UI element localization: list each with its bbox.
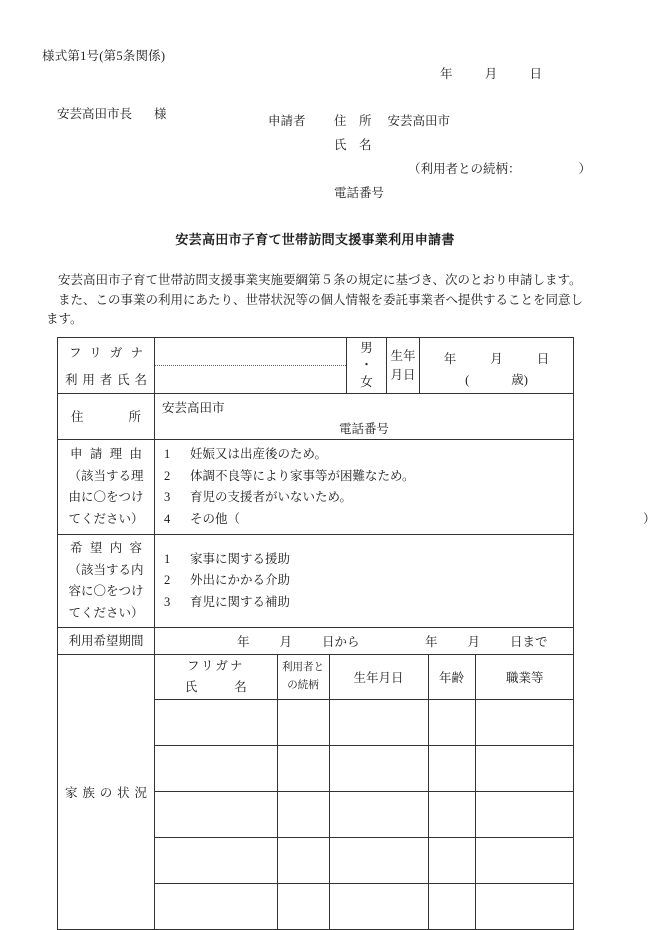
family-col-relation-header xyxy=(277,655,329,699)
period-from-month: 月 xyxy=(279,635,293,649)
wish-label-cell xyxy=(58,535,155,628)
wish-option-3-text: 育児に関する補助 xyxy=(190,594,291,609)
gender-choices[interactable] xyxy=(347,338,386,393)
dob-value-area[interactable] xyxy=(420,339,573,393)
family-col-name-header xyxy=(155,655,277,699)
gender-female[interactable]: 女 xyxy=(360,375,373,389)
family-col-furigana-label: フリガナ xyxy=(187,658,245,673)
family-cell-name[interactable] xyxy=(155,883,277,929)
reason-option-3-text: 育児の支援者がいないため。 xyxy=(190,490,353,504)
dob-label-cell xyxy=(387,338,420,394)
table-row-address xyxy=(58,394,574,440)
family-cell-age[interactable] xyxy=(428,883,475,929)
period-to xyxy=(425,632,548,650)
family-cell-relation[interactable] xyxy=(277,791,329,837)
relation-open-text: （利用者との続柄： xyxy=(408,162,521,176)
family-col-relation-line-1: 利用者と xyxy=(282,661,324,673)
family-cell-name[interactable] xyxy=(155,699,277,745)
wish-option-2[interactable] xyxy=(155,570,573,592)
reason-label-line-2: （該当する理 xyxy=(68,468,144,483)
family-table-row[interactable] xyxy=(155,745,574,791)
family-cell-dob[interactable] xyxy=(329,791,428,837)
family-subtable-cell xyxy=(155,655,574,930)
address-phone-label: 電話番号 xyxy=(339,422,390,436)
wish-option-2-text: 外出にかかる介助 xyxy=(190,573,291,588)
age-unit-label: 歳) xyxy=(511,372,528,387)
applicant-relation-note xyxy=(408,159,591,177)
table-row-period xyxy=(58,628,574,655)
document-title: 安芸高田市子育て世帯訪問支援事業利用申請書 xyxy=(175,232,455,247)
dob-label-line-2: 月日 xyxy=(390,367,416,382)
address-value-area[interactable] xyxy=(155,394,573,439)
family-cell-age[interactable] xyxy=(428,791,475,837)
user-name-label-row xyxy=(58,366,154,393)
dob-label-line-1: 生年 xyxy=(390,348,416,363)
applicant-address-field xyxy=(334,111,450,129)
period-to-year: 年 xyxy=(425,635,438,649)
name-input-area[interactable] xyxy=(155,339,346,393)
name-label-stack xyxy=(58,339,154,393)
dob-year-label: 年 xyxy=(443,351,457,366)
family-cell-occupation[interactable] xyxy=(475,791,574,837)
name-label-cell xyxy=(58,338,155,394)
gender-cell[interactable] xyxy=(347,338,387,394)
applicant-name-label: 氏 名 xyxy=(334,138,372,152)
dob-value-cell[interactable] xyxy=(420,338,574,394)
family-col-relation-line-2: の続柄 xyxy=(287,679,319,691)
name-input-cell[interactable] xyxy=(155,338,347,394)
period-from-day: 日から xyxy=(322,635,360,649)
reason-label-line-1: 申請理由 xyxy=(70,447,142,461)
family-table-row[interactable] xyxy=(155,883,574,929)
family-col-occupation-header: 職業等 xyxy=(475,655,574,699)
reason-label-stack xyxy=(58,441,154,533)
furigana-label-row xyxy=(58,339,154,365)
family-cell-dob[interactable] xyxy=(329,883,428,929)
table-row-name xyxy=(58,338,574,394)
family-cell-dob[interactable] xyxy=(329,745,428,791)
reason-label-cell xyxy=(58,440,155,535)
family-col-name-label: 氏名 xyxy=(184,679,247,694)
wish-option-1-text: 家事に関する援助 xyxy=(190,551,291,566)
gender-male[interactable]: 男 xyxy=(360,341,373,355)
reason-option-4-number: 4 xyxy=(164,511,171,526)
reason-option-4-close-paren: ） xyxy=(643,511,656,526)
intro-line-3: ます。 xyxy=(46,312,83,326)
family-cell-occupation[interactable] xyxy=(475,745,574,791)
family-cell-relation[interactable] xyxy=(277,745,329,791)
date-line xyxy=(440,64,542,82)
dob-ymd-line xyxy=(420,349,573,367)
wish-option-3[interactable] xyxy=(155,592,573,614)
dob-age-line xyxy=(420,370,573,388)
family-cell-relation[interactable] xyxy=(277,699,329,745)
family-table-row[interactable] xyxy=(155,699,574,745)
wish-option-2-number: 2 xyxy=(164,573,171,588)
family-table-row[interactable] xyxy=(155,791,574,837)
reason-option-3-number: 3 xyxy=(164,490,171,504)
family-table xyxy=(155,655,574,929)
applicant-address-value: 安芸高田市 xyxy=(387,114,451,128)
wish-label-line-1: 希望内容 xyxy=(70,541,142,555)
address-label-cell xyxy=(58,394,155,440)
period-to-day: 日まで xyxy=(510,635,548,649)
furigana-dotted-separator xyxy=(155,365,346,366)
reason-option-1-text: 妊娠又は出産後のため。 xyxy=(190,447,328,461)
table-row-family xyxy=(58,655,574,930)
reason-option-1[interactable] xyxy=(155,444,573,466)
date-month-label: 月 xyxy=(484,67,498,81)
family-col-age-header: 年齢 xyxy=(428,655,475,699)
family-cell-occupation[interactable] xyxy=(475,699,574,745)
intro-paragraph xyxy=(46,271,586,330)
wish-option-1-number: 1 xyxy=(164,551,171,566)
family-cell-age[interactable] xyxy=(428,745,475,791)
reason-option-4-text: その他（ xyxy=(190,511,241,526)
period-value-cell[interactable] xyxy=(155,628,574,655)
wish-option-list xyxy=(155,545,573,618)
period-label-wrap xyxy=(58,628,154,654)
application-table xyxy=(57,337,656,930)
family-cell-relation[interactable] xyxy=(277,837,329,883)
addressee-honorific: 様 xyxy=(154,107,167,121)
address-label: 住所 xyxy=(71,409,141,424)
address-label-wrap xyxy=(58,404,154,430)
family-col-dob-header: 生年月日 xyxy=(329,655,428,699)
wish-label-line-4: てください） xyxy=(68,605,144,620)
period-value-area[interactable] xyxy=(155,628,573,654)
applicant-label: 申請者 xyxy=(268,114,306,128)
wish-option-3-number: 3 xyxy=(164,594,171,609)
family-cell-occupation[interactable] xyxy=(475,883,574,929)
reason-label-line-3: 由に〇をつけ xyxy=(68,490,144,504)
dob-label xyxy=(387,345,419,387)
family-label: 家族の状況 xyxy=(65,786,147,800)
intro-line-2: また、この事業の利用にあたり、世帯状況等の個人情報を委託事業者へ提供することを同意し xyxy=(58,292,584,307)
addressee-name: 安芸高田市長 xyxy=(57,107,133,121)
address-prefilled-city: 安芸高田市 xyxy=(162,401,225,415)
dob-day-label: 日 xyxy=(536,351,550,366)
reason-option-list xyxy=(155,440,656,534)
gender-separator-dot: ・ xyxy=(360,358,373,372)
wish-option-1[interactable] xyxy=(155,549,573,571)
reason-option-3[interactable] xyxy=(155,487,573,509)
reason-option-2-number: 2 xyxy=(164,468,171,483)
family-cell-name[interactable] xyxy=(155,837,277,883)
reason-option-1-number: 1 xyxy=(164,447,171,461)
intro-line-1: 安芸高田市子育て世帯訪問支援事業実施要綱第５条の規定に基づき、次のとおり申請します。 xyxy=(58,273,582,287)
reason-options-cell[interactable] xyxy=(155,440,656,535)
period-from xyxy=(237,632,360,650)
family-label-cell xyxy=(58,655,155,930)
table-row-reason xyxy=(58,440,574,535)
family-cell-dob[interactable] xyxy=(329,837,428,883)
applicant-phone-label: 電話番号 xyxy=(334,186,385,200)
reason-option-2[interactable] xyxy=(155,466,573,488)
wish-label-line-2: （該当する内 xyxy=(68,562,144,577)
user-name-label: 利用者氏名 xyxy=(65,373,147,387)
family-cell-occupation[interactable] xyxy=(475,837,574,883)
family-cell-age[interactable] xyxy=(428,837,475,883)
period-label-cell xyxy=(58,628,155,655)
family-cell-name[interactable] xyxy=(155,791,277,837)
age-paren-open: ( xyxy=(465,372,470,387)
date-year-label: 年 xyxy=(440,67,453,81)
date-day-label: 日 xyxy=(529,67,543,81)
address-value-cell[interactable] xyxy=(155,394,574,440)
reason-option-2-text: 体調不良等により家事等が困難なため。 xyxy=(190,468,415,483)
family-cell-name[interactable] xyxy=(155,745,277,791)
family-header-row xyxy=(155,655,574,699)
furigana-label: フリガナ xyxy=(69,345,143,360)
family-cell-dob[interactable] xyxy=(329,699,428,745)
dob-month-label: 月 xyxy=(490,351,503,366)
applicant-address-label: 住 所 xyxy=(334,114,372,128)
period-to-month: 月 xyxy=(467,635,481,649)
wish-label-stack xyxy=(58,535,154,627)
family-cell-relation[interactable] xyxy=(277,883,329,929)
period-from-year: 年 xyxy=(237,635,250,649)
addressee xyxy=(57,104,167,122)
family-table-row[interactable] xyxy=(155,837,574,883)
period-label: 利用希望期間 xyxy=(68,634,144,648)
form-number: 様式第1号(第5条関係) xyxy=(42,49,166,63)
family-cell-age[interactable] xyxy=(428,699,475,745)
reason-label-line-4: てください） xyxy=(68,511,144,526)
wish-options-cell[interactable] xyxy=(155,535,574,628)
reason-option-4[interactable] xyxy=(155,509,656,531)
wish-label-line-3: 容に〇をつけ xyxy=(68,584,144,598)
table-row-wish xyxy=(58,535,574,628)
relation-close-text: ） xyxy=(578,162,592,176)
